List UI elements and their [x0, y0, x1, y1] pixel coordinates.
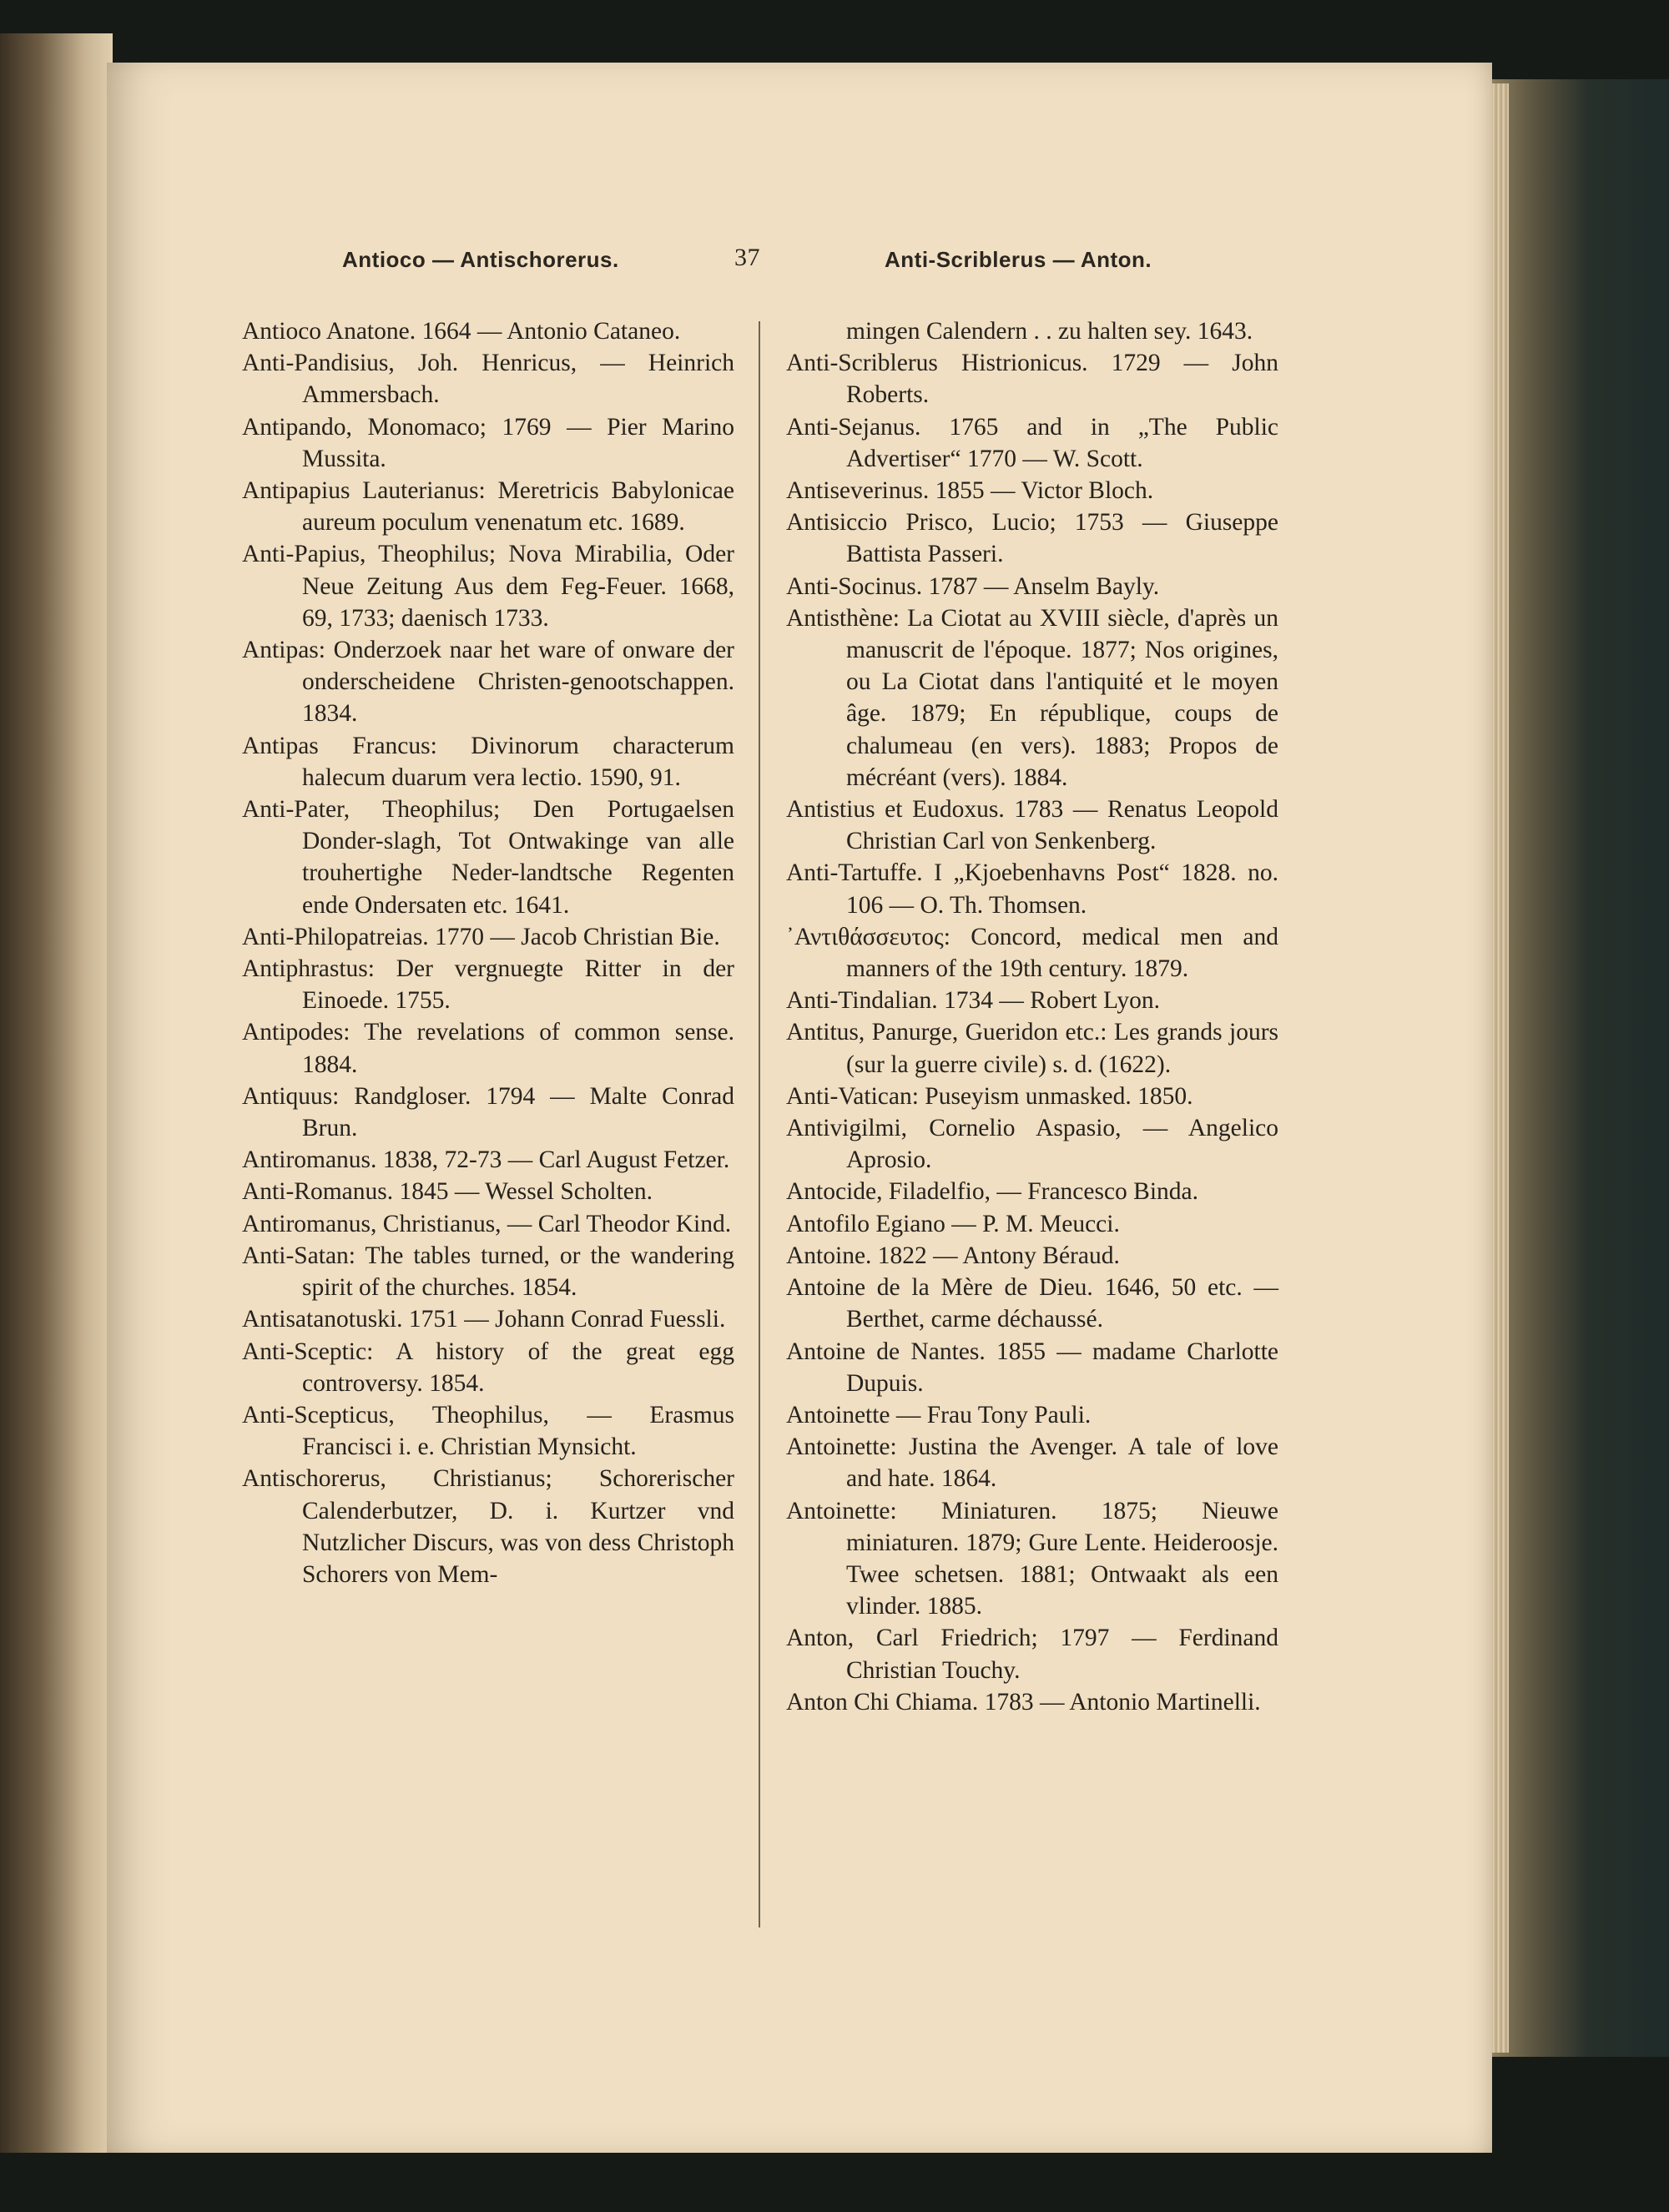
right-column [786, 315, 1278, 1718]
entry: Antipas Francus: Divinorum characterum halecum duarum vera lectio. 1590, 91. [242, 732, 734, 791]
entry: Antiseverinus. 1855 — Victor Bloch. [786, 477, 1154, 505]
entry: Antiromanus. 1838, 72-73 — Carl August Fetzer. [242, 1146, 730, 1174]
entry: Anti-Tartuffe. I „Kjoebenhavns Post“ 1828. no. 106 — O. Th. Thomsen. [786, 859, 1278, 919]
entry: Anti-Scriblerus Histrionicus. 1729 — John Roberts. [786, 350, 1278, 409]
entry: Anti-Papius, Theophilus; Nova Mirabilia, Oder Neue Zeitung Aus dem Feg-Feuer. 1668, 69, 1733; daenisch 1733. [242, 541, 734, 632]
entry: Anti-Scepticus, Theophilus, — Erasmus Francisci i. e. Christian Mynsicht. [242, 1401, 734, 1461]
entry: Antisthène: La Ciotat au XVIII siècle, d'après un manuscrit de l'époque. 1877; Nos origines, ou La Ciotat dans l'antiquité et le moyen âge. 1879; En république, coups de chalumeau (en vers). 1883; Propos de mécréant (vers). 1884. [786, 604, 1278, 791]
entry: Antisatanotuski. 1751 — Johann Conrad Fuessli. [242, 1306, 726, 1333]
entry: Antistius et Eudoxus. 1783 — Renatus Leopold Christian Carl von Senkenberg. [786, 796, 1278, 855]
entry: Anti-Romanus. 1845 — Wessel Scholten. [242, 1178, 653, 1206]
entry: Antiromanus, Christianus, — Carl Theodor Kind. [242, 1210, 732, 1237]
left-column [242, 315, 734, 1590]
entry: Anti-Vatican: Puseyism unmasked. 1850. [786, 1082, 1193, 1110]
entry: Antischorerus, Christianus; Schorerischer Calenderbutzer, D. i. Kurtzer vnd Nutzlicher Discurs, was von dess Christoph Schorers von Mem- [242, 1465, 734, 1588]
entry: Antiphrastus: Der vergnuegte Ritter in der Einoede. 1755. [242, 955, 734, 1015]
entry: Antipas: Onderzoek naar het ware of onware der onderscheidene Christen-genootschappen. 1834. [242, 637, 734, 728]
entry: Antoine de la Mère de Dieu. 1646, 50 etc. — Berthet, carme déchaussé. [786, 1274, 1278, 1333]
entry: Antivigilmi, Cornelio Aspasio, — Angelico Aprosio. [786, 1115, 1278, 1174]
entry: Anti-Philopatreias. 1770 — Jacob Christian Bie. [242, 923, 720, 950]
entry: Anton Chi Chiama. 1783 — Antonio Martinelli. [786, 1688, 1261, 1716]
entry: Antioco Anatone. 1664 — Antonio Cataneo. [242, 318, 681, 345]
book-cover-left [0, 33, 113, 2153]
entry: Antitus, Panurge, Gueridon etc.: Les grands jours (sur la guerre civile) s. d. (1622). [786, 1019, 1278, 1078]
entry: Antoinette: Miniaturen. 1875; Nieuwe miniaturen. 1879; Gure Lente. Heideroosje. Twee schetsen. 1881; Ontwaakt als een vlinder. 1885. [786, 1497, 1278, 1620]
entry: Antofilo Egiano — P. M. Meucci. [786, 1210, 1120, 1237]
entry: Anton, Carl Friedrich; 1797 — Ferdinand Christian Touchy. [786, 1625, 1278, 1684]
entry: Antoine. 1822 — Antony Béraud. [786, 1242, 1120, 1269]
book-cover-right [1490, 79, 1669, 2057]
entry: Antisiccio Prisco, Lucio; 1753 — Giuseppe Battista Passeri. [786, 509, 1278, 568]
entry: Antoinette: Justina the Avenger. A tale of love and hate. 1864. [786, 1434, 1278, 1493]
column-divider [759, 321, 760, 1927]
entry: Anti-Pater, Theophilus; Den Portugaelsen Donder-slagh, Tot Ontwakinge van alle trouhertighe Neder-landtsche Regenten ende Ondersaten etc. 1641. [242, 796, 734, 919]
entry: Anti-Tindalian. 1734 — Robert Lyon. [786, 987, 1160, 1015]
entry: Antoinette — Frau Tony Pauli. [786, 1401, 1092, 1428]
entry: Anti-Pandisius, Joh. Henricus, — Heinrich Ammersbach. [242, 350, 734, 409]
running-head-left: Antioco — Antischorerus. [342, 247, 619, 272]
entry: Antipando, Monomaco; 1769 — Pier Marino Mussita. [242, 413, 734, 472]
entry-continuation: mingen Calendern . . zu halten sey. 1643. [846, 318, 1253, 345]
entry: Anti-Socinus. 1787 — Anselm Bayly. [786, 572, 1160, 600]
entry: Antiquus: Randgloser. 1794 — Malte Conrad Brun. [242, 1082, 734, 1142]
entry: Anti-Satan: The tables turned, or the wandering spirit of the churches. 1854. [242, 1242, 734, 1302]
entry: ᾿Αντιθάσσευτος: Concord, medical men and manners of the 19th century. 1879. [786, 923, 1278, 983]
running-head-right: Anti-Scriblerus — Anton. [885, 247, 1152, 272]
entry: Antipapius Lauterianus: Meretricis Babylonicae aureum poculum venenatum etc. 1689. [242, 477, 734, 537]
page-number: 37 [734, 244, 760, 271]
entry: Antocide, Filadelfio, — Francesco Binda. [786, 1178, 1199, 1206]
entry: Anti-Sceptic: A history of the great egg controversy. 1854. [242, 1338, 734, 1397]
entry: Anti-Sejanus. 1765 and in „The Public Advertiser“ 1770 — W. Scott. [786, 413, 1278, 472]
entry: Antipodes: The revelations of common sense. 1884. [242, 1019, 734, 1078]
entry: Antoine de Nantes. 1855 — madame Charlotte Dupuis. [786, 1338, 1278, 1397]
